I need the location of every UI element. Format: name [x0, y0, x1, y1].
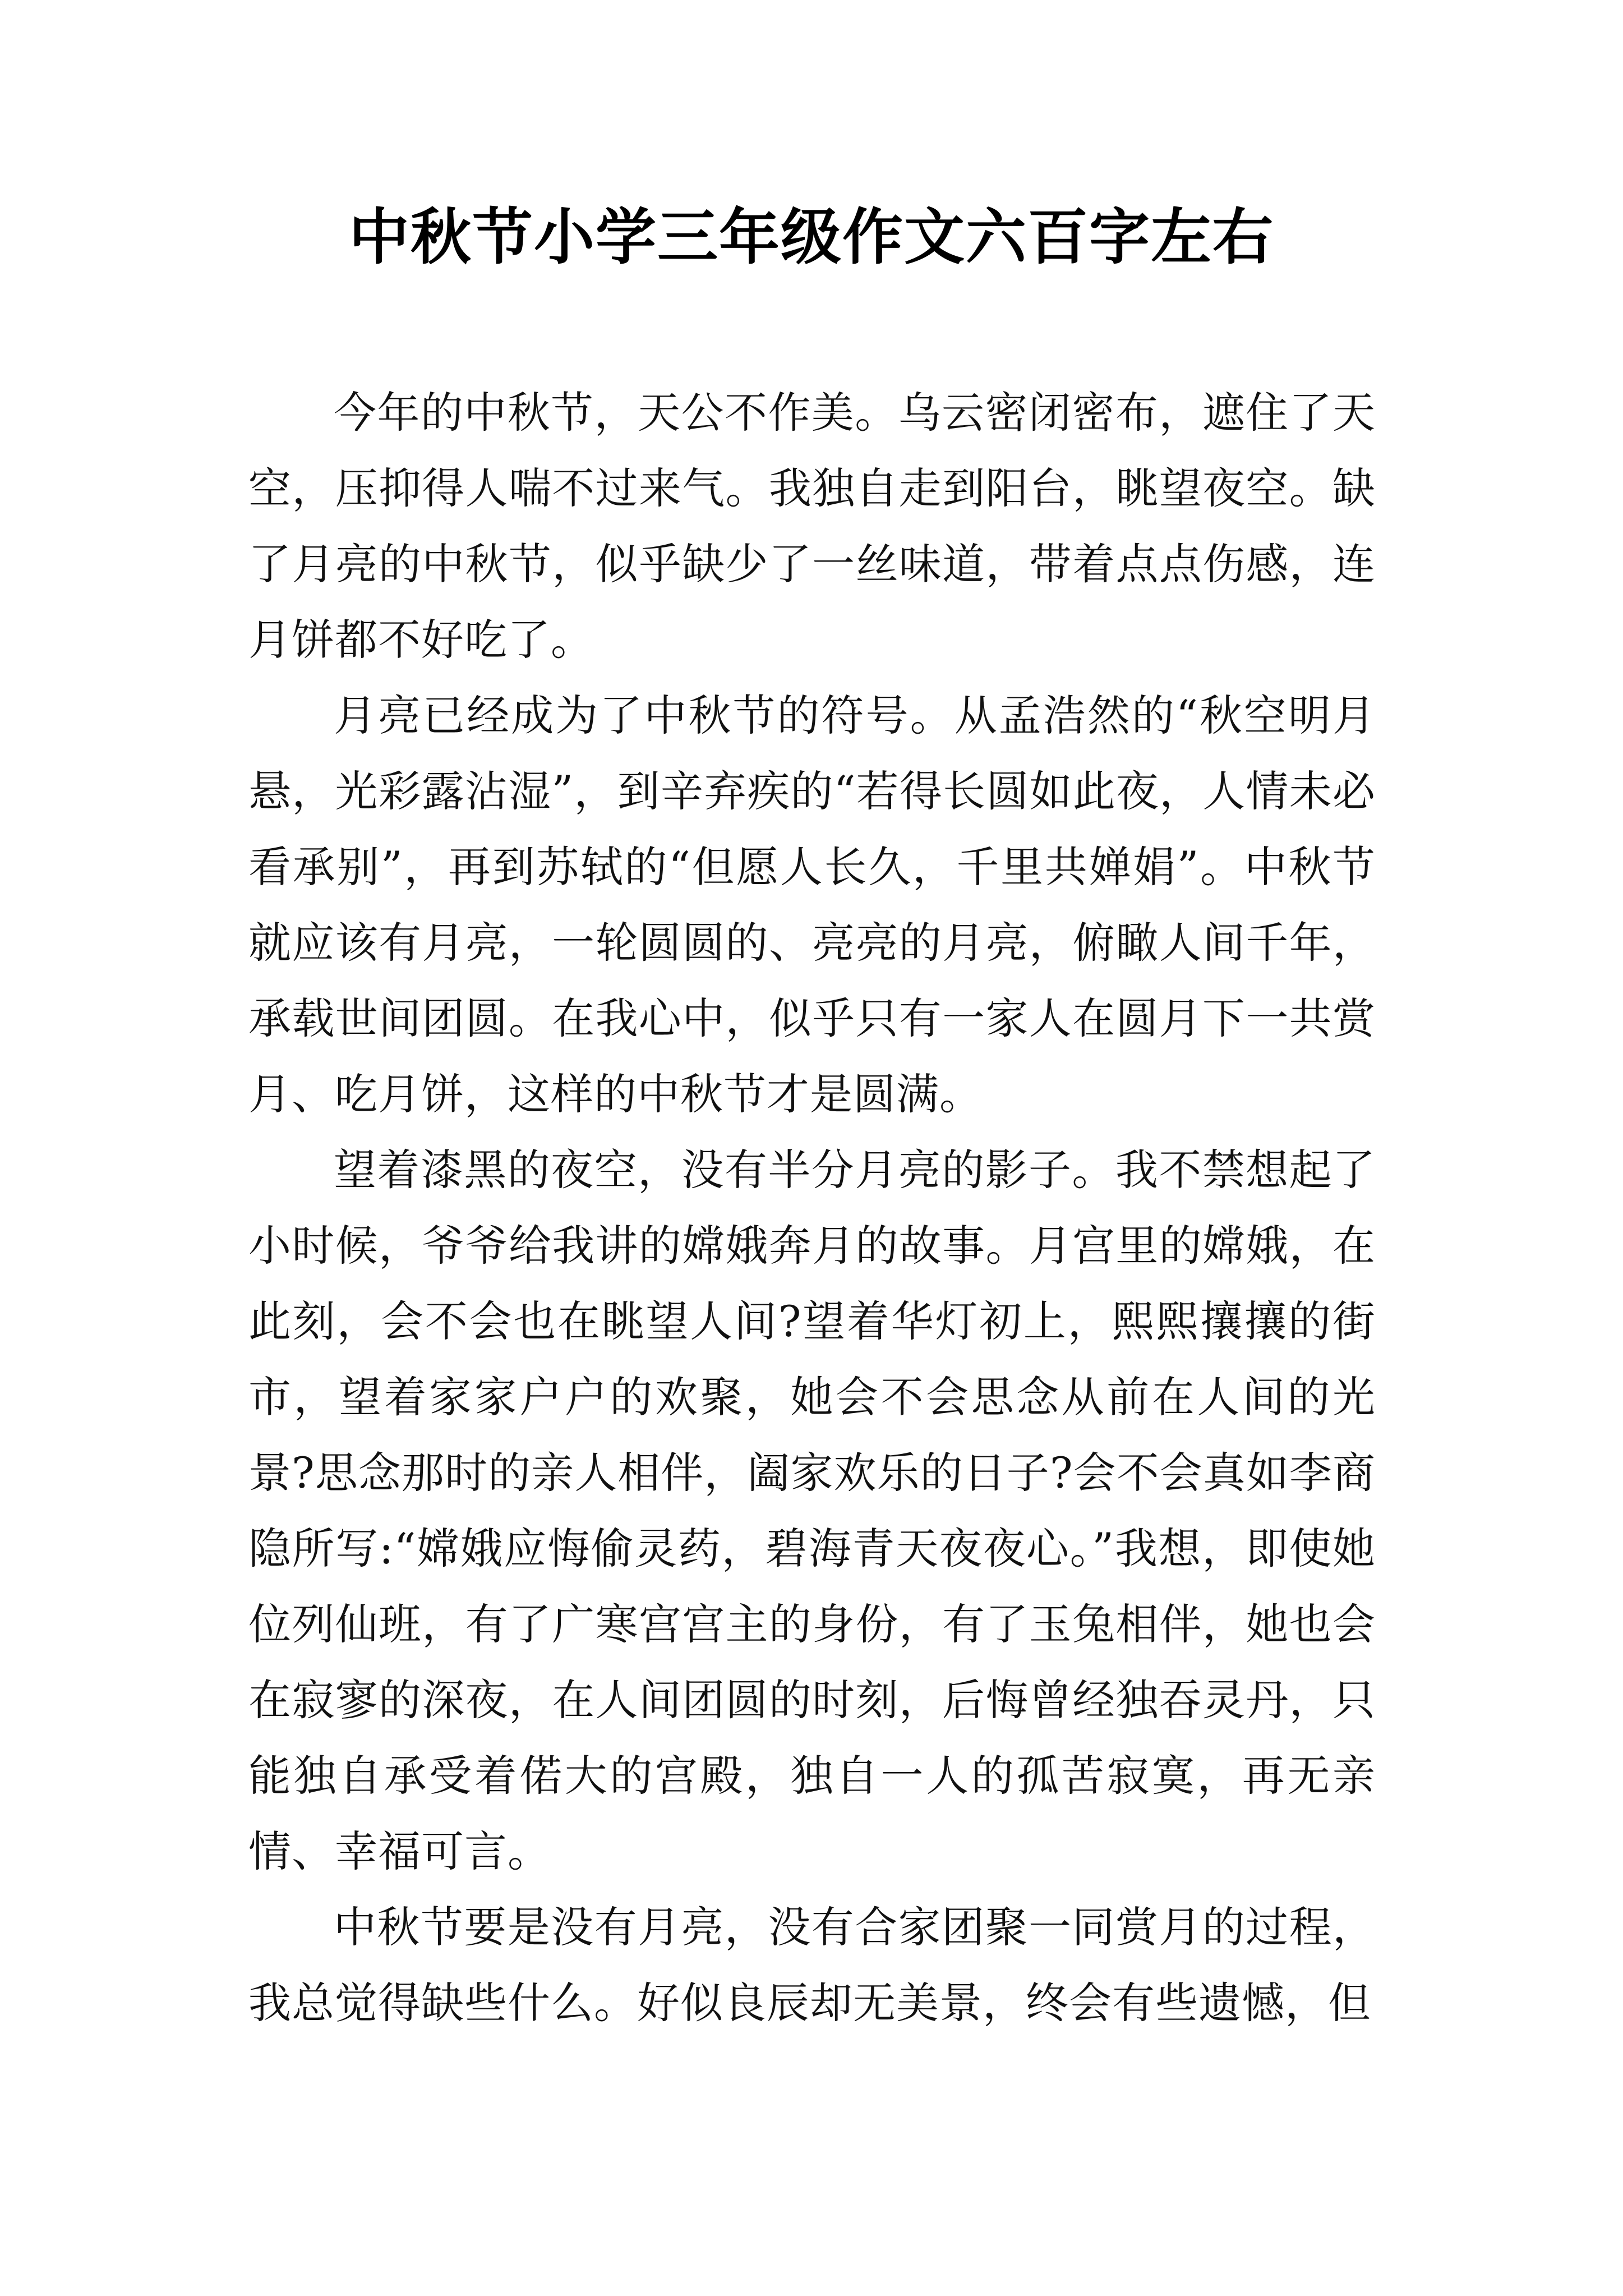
document-body [248, 375, 1376, 2041]
paragraph-1: 今年的中秋节，天公不作美。乌云密闭密布，遮住了天空，压抑得人喘不过来气。我独自走到阳台，眺望夜空。缺了月亮的中秋节，似乎缺少了一丝味道，带着点点伤感，连月饼都不好吃了。 [248, 388, 1376, 665]
paragraph-2: 月亮已经成为了中秋节的符号。从孟浩然的“秋空明月悬，光彩露沾湿”，到辛弃疾的“若得长圆如此夜，人情未必看承别”，再到苏轼的“但愿人长久，千里共婵娟”。中秋节就应该有月亮，一轮圆圆的、亮亮的月亮，俯瞰人间千年，承载世间团圆。在我心中，似乎只有一家人在圆月下一共赏月、吃月饼，这样的中秋节才是圆满。 [248, 691, 1376, 1119]
paragraph-4: 中秋节要是没有月亮，没有合家团聚一同赏月的过程，我总觉得缺些什么。好似良辰却无美景，终会有些遗憾，但 [248, 1902, 1376, 2028]
paragraph-3: 望着漆黑的夜空，没有半分月亮的影子。我不禁想起了小时候，爷爷给我讲的嫦娥奔月的故事。月宫里的嫦娥，在此刻，会不会也在眺望人间?望着华灯初上，熙熙攘攘的街市，望着家家户户的欢聚，她会不会思念从前在人间的光景?思念那时的亲人相伴，阖家欢乐的日子?会不会真如李商隐所写:“嫦娥应悔偷灵药，碧海青天夜夜心。”我想，即使她位列仙班，有了广寒宫宫主的身份，有了玉兔相伴，她也会在寂寥的深夜，在人间团圆的时刻，后悔曾经独吞灵丹，只能独自承受着偌大的宫殿，独自一人的孤苦寂寞，再无亲情、幸福可言。 [248, 1145, 1376, 1876]
document-title: 中秋节小学三年级作文六百字左右 [348, 202, 1274, 273]
